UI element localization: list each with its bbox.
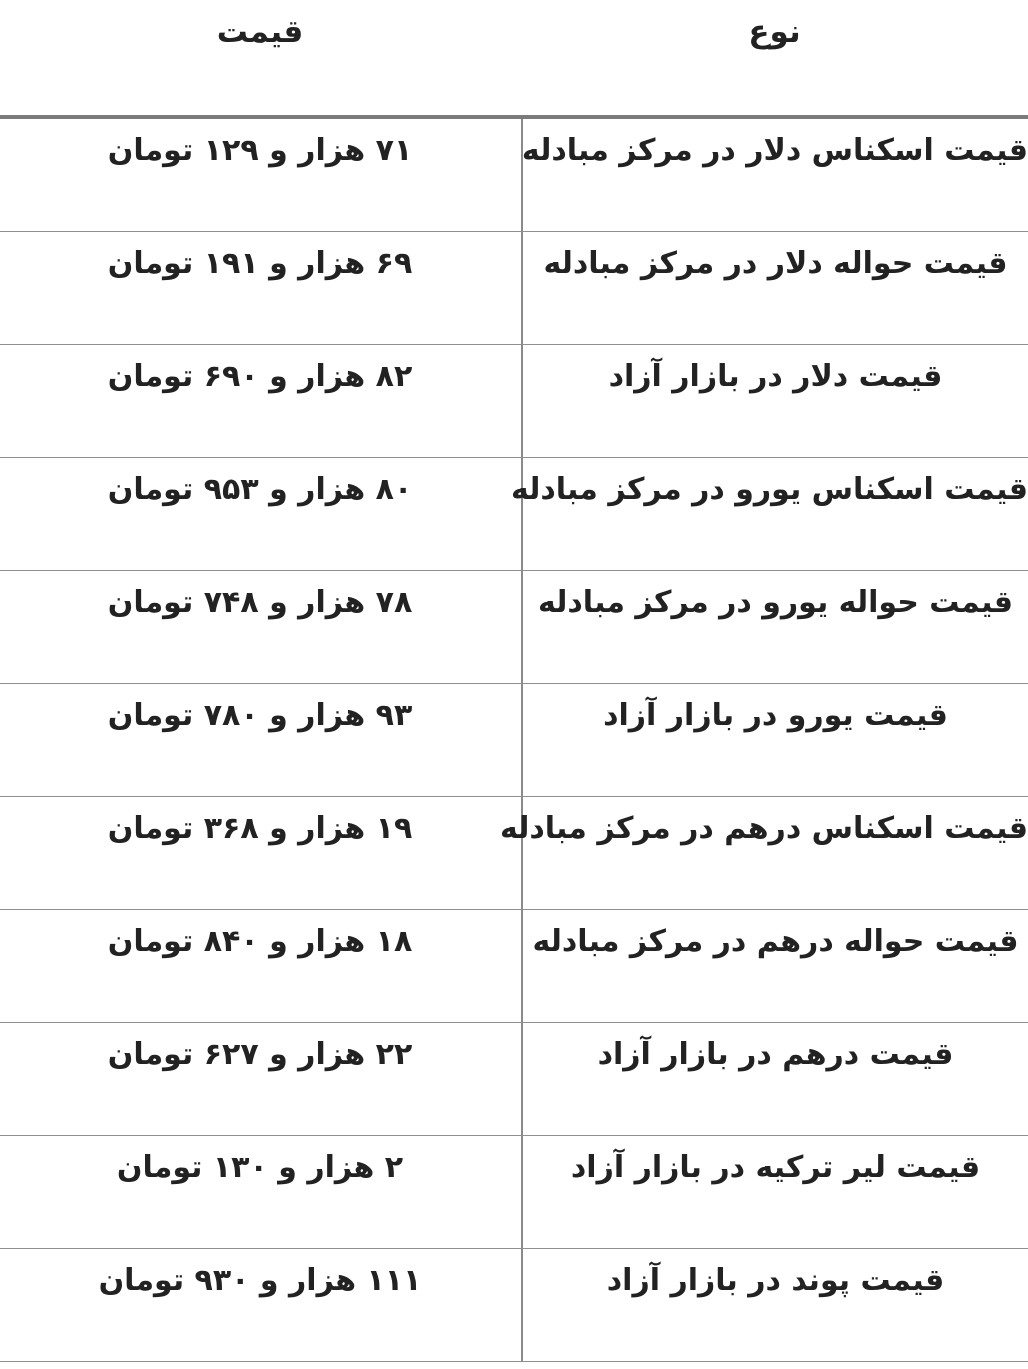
row-type: قیمت درهم در بازار آزاد	[521, 1023, 1028, 1135]
row-price: ۸۲ هزار و ۶۹۰ تومان	[107, 359, 413, 394]
row-price: ۲ هزار و ۱۳۰ تومان	[116, 1150, 404, 1185]
row-type: قیمت حواله یورو در مرکز مبادله	[521, 571, 1028, 683]
row-price: ۶۹ هزار و ۱۹۱ تومان	[107, 246, 413, 281]
row-price: ۷۱ هزار و ۱۲۹ تومان	[107, 133, 413, 168]
table-row	[0, 1249, 1028, 1362]
table-row	[0, 232, 1028, 345]
row-type: قیمت پوند در بازار آزاد	[521, 1249, 1028, 1361]
row-price: ۱۱۱ هزار و ۹۳۰ تومان	[98, 1263, 422, 1298]
row-type: قیمت دلار در بازار آزاد	[521, 345, 1028, 457]
row-type: قیمت اسکناس درهم در مرکز مبادله	[521, 797, 1028, 909]
row-price: ۷۸ هزار و ۷۴۸ تومان	[107, 585, 413, 620]
table-body	[0, 119, 1028, 1362]
header-type: نوع	[748, 14, 801, 50]
row-type: قیمت اسکناس دلار در مرکز مبادله	[521, 119, 1028, 231]
table-row	[0, 458, 1028, 571]
table-row	[0, 571, 1028, 684]
table-row	[0, 1023, 1028, 1136]
row-price: ۱۹ هزار و ۳۶۸ تومان	[107, 811, 413, 846]
table-row	[0, 345, 1028, 458]
header-price: قيمت	[216, 14, 304, 50]
table-row	[0, 1136, 1028, 1249]
row-type: قیمت یورو در بازار آزاد	[521, 684, 1028, 796]
row-type: قیمت حواله درهم در مرکز مبادله	[521, 910, 1028, 1022]
row-type: قیمت لیر ترکیه در بازار آزاد	[521, 1136, 1028, 1248]
table-row	[0, 119, 1028, 232]
row-type: قیمت اسکناس یورو در مرکز مبادله	[521, 458, 1028, 570]
table-row	[0, 797, 1028, 910]
row-price: ۸۰ هزار و ۹۵۳ تومان	[107, 472, 413, 507]
table-header-row	[0, 0, 1028, 119]
row-price: ۹۳ هزار و ۷۸۰ تومان	[107, 698, 413, 733]
table-row	[0, 910, 1028, 1023]
table-row	[0, 684, 1028, 797]
row-price: ۲۲ هزار و ۶۲۷ تومان	[107, 1037, 413, 1072]
row-type: قیمت حواله دلار در مرکز مبادله	[521, 232, 1028, 344]
row-price: ۱۸ هزار و ۸۴۰ تومان	[107, 924, 413, 959]
